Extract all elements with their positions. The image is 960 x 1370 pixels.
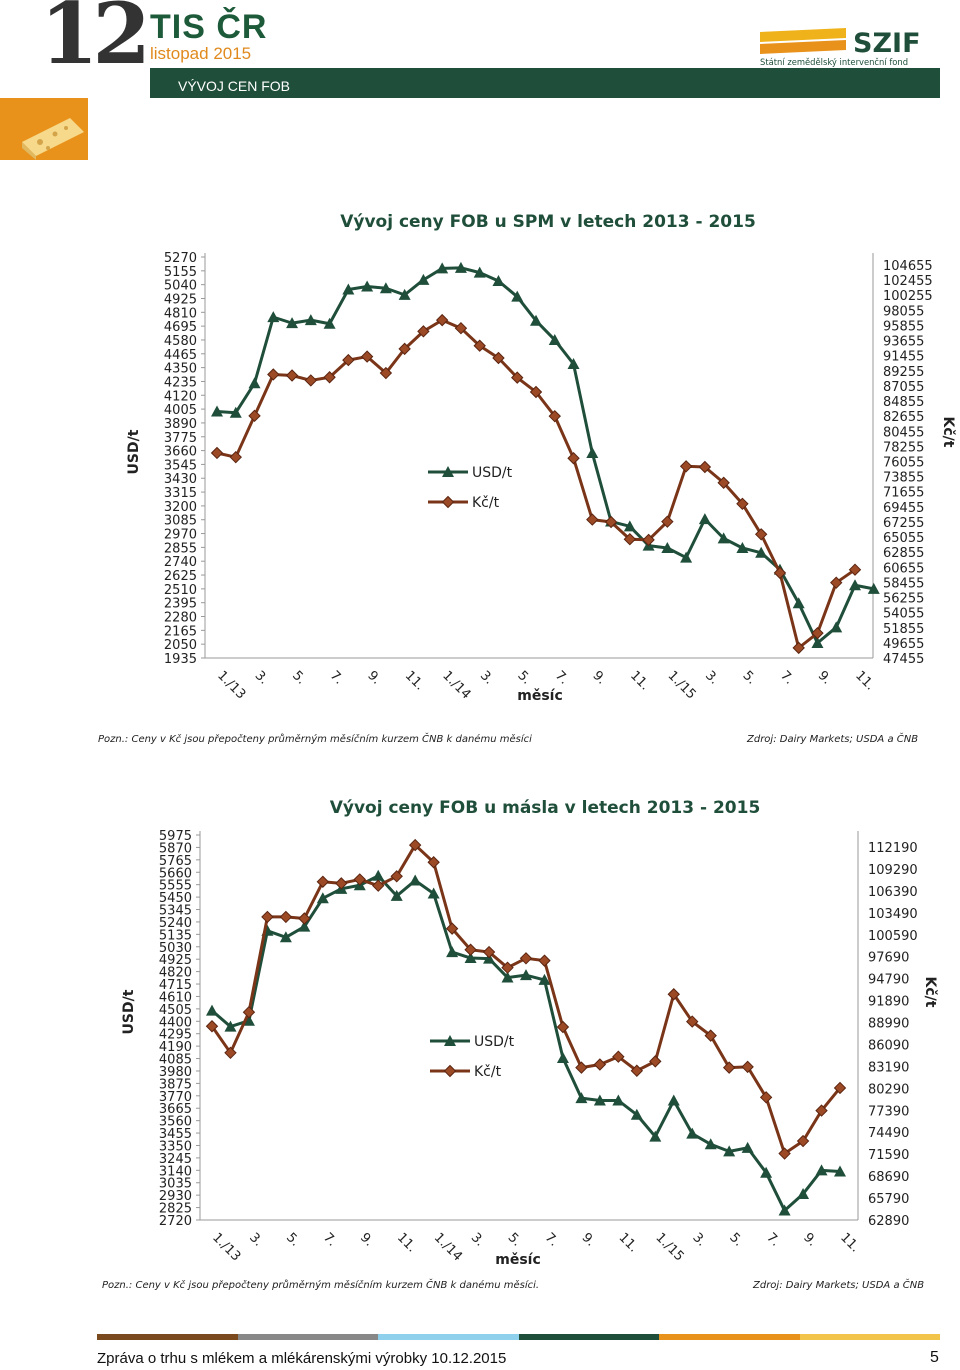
data-point-czk — [587, 514, 598, 525]
y-tick-label: 3315 — [163, 486, 197, 502]
chart1-title: Vývoj ceny FOB u SPM v letech 2013 - 2015 — [340, 212, 756, 232]
y-tick-label: 5155 — [163, 264, 197, 280]
data-point-usd — [668, 1095, 680, 1106]
y2-tick-label: 84855 — [883, 395, 925, 411]
y-tick-label: 4925 — [158, 953, 192, 969]
x-tick-label: 9. — [364, 668, 384, 688]
chart2-source: Zdroj: Dairy Markets; USDA a ČNB — [753, 1280, 925, 1291]
y-tick-label: 5765 — [158, 853, 192, 869]
logo-text: SZIF — [853, 28, 921, 59]
y-tick-label: 3035 — [158, 1176, 192, 1192]
x-tick-label: 7. — [551, 668, 572, 688]
series-czk — [207, 840, 846, 1159]
y-tick-label: 4400 — [158, 1015, 192, 1031]
section-label: VÝVOJ CEN FOB — [178, 78, 291, 94]
footer-stripe-0 — [97, 1334, 238, 1340]
footer-text: Zpráva o trhu s mlékem a mlékárenskými výrobky 10.12.2015 — [97, 1350, 507, 1367]
y-tick-label: 5870 — [158, 841, 192, 857]
data-point-usd — [557, 1052, 569, 1063]
data-point-usd — [267, 311, 279, 322]
y2-tick-label: 51855 — [883, 621, 925, 637]
y-tick-label: 4580 — [163, 333, 197, 349]
y-tick-label: 3545 — [163, 458, 197, 474]
y-tick-label: 3430 — [163, 472, 197, 488]
szif-logo — [758, 28, 938, 68]
y-tick-label: 4610 — [158, 990, 192, 1006]
x-tick-label: 9. — [589, 668, 609, 688]
y-tick-label: 5030 — [158, 940, 192, 956]
x-tick-label: 3. — [251, 668, 272, 688]
chart1-spm — [0, 240, 960, 720]
x-axis-title: měsíc — [495, 1252, 541, 1268]
x-tick-label: 9. — [356, 1230, 377, 1250]
x-tick-label: 5. — [726, 1230, 746, 1250]
x-tick-label: 11. — [837, 1230, 863, 1256]
x-tick-label: 3. — [702, 668, 722, 688]
data-point-czk — [212, 447, 223, 458]
y2-tick-label: 77390 — [868, 1104, 910, 1120]
legend — [428, 465, 513, 511]
chart1-source: Zdroj: Dairy Markets; USDA a ČNB — [747, 734, 919, 745]
y2-tick-label: 89255 — [883, 364, 925, 380]
data-point-czk — [539, 955, 550, 966]
y-tick-label: 5345 — [158, 903, 192, 919]
y-tick-label: 5450 — [158, 891, 192, 907]
y-tick-label: 1935 — [163, 652, 197, 667]
y-tick-label: 4820 — [158, 965, 192, 981]
y-tick-label: 5555 — [158, 878, 192, 894]
x-tick-label: 11. — [615, 1230, 641, 1256]
y2-tick-label: 67255 — [883, 515, 925, 531]
x-tick-label: 3. — [246, 1230, 266, 1250]
y-tick-label: 3665 — [158, 1102, 192, 1118]
x-tick-label: 5. — [504, 1230, 525, 1250]
y2-tick-label: 93655 — [883, 334, 925, 350]
logo-subtitle: Státní zemědělský intervenční fond — [760, 57, 909, 67]
y2-tick-label: 76055 — [883, 455, 925, 471]
x-tick-label: 7. — [541, 1230, 562, 1250]
y-tick-label: 5040 — [163, 278, 197, 294]
y-tick-label: 5660 — [158, 866, 192, 882]
brand-name: TIS ČR — [150, 8, 268, 46]
footer-stripe-4 — [659, 1334, 800, 1340]
y2-tick-label: 104655 — [883, 259, 933, 274]
series-line-czk — [212, 845, 840, 1153]
x-tick-label: 1./14 — [439, 668, 474, 703]
y2-tick-label: 100590 — [868, 928, 918, 944]
y-tick-label: 4715 — [158, 978, 192, 994]
x-tick-label: 7. — [326, 668, 347, 688]
y2-axis-title: Kč/t — [940, 416, 956, 448]
series-usd — [211, 262, 880, 648]
data-point-usd — [206, 1005, 218, 1016]
legend-label: Kč/t — [474, 1064, 502, 1080]
y-axis-title: USD/t — [121, 989, 137, 1035]
x-axis-title: měsíc — [517, 688, 563, 704]
data-point-usd — [699, 513, 711, 524]
data-point-usd — [409, 875, 421, 886]
data-point-czk — [681, 461, 692, 472]
y-tick-label: 4295 — [158, 1027, 192, 1043]
legend-label: USD/t — [472, 465, 513, 481]
series-line-czk — [217, 320, 855, 648]
y-tick-label: 2970 — [163, 527, 197, 543]
data-point-czk — [230, 452, 241, 463]
footer-stripes — [97, 1334, 940, 1340]
x-tick-label: 11. — [626, 668, 653, 694]
y-tick-label: 4235 — [163, 375, 197, 391]
data-point-usd — [372, 870, 384, 881]
y-tick-label: 4085 — [158, 1052, 192, 1068]
y2-tick-label: 95855 — [883, 319, 925, 335]
y-tick-label: 5270 — [163, 251, 197, 266]
y-tick-label: 2740 — [163, 555, 197, 571]
y-tick-label: 2720 — [158, 1214, 192, 1229]
y2-tick-label: 97690 — [868, 950, 910, 966]
x-tick-label: 1./13 — [214, 668, 249, 703]
y2-tick-label: 109290 — [868, 862, 918, 878]
x-tick-label: 11. — [852, 668, 878, 694]
y2-tick-label: 71590 — [868, 1148, 910, 1164]
y-axis-title: USD/t — [126, 429, 142, 475]
y2-tick-label: 60655 — [883, 561, 925, 577]
y2-tick-label: 65790 — [868, 1192, 910, 1208]
x-tick-label: 11. — [401, 668, 428, 694]
y2-tick-label: 80290 — [868, 1082, 910, 1098]
y-tick-label: 2280 — [163, 610, 197, 626]
cheese-icon — [0, 98, 88, 160]
data-point-czk — [557, 1022, 568, 1033]
data-point-usd — [586, 447, 598, 458]
x-tick-label: 7. — [763, 1230, 783, 1250]
y-tick-label: 3775 — [163, 430, 197, 446]
y-tick-label: 4810 — [163, 306, 197, 322]
y-tick-label: 4120 — [163, 389, 197, 405]
y-tick-label: 2625 — [163, 569, 197, 585]
x-tick-label: 9. — [814, 668, 835, 688]
issue-date: listopad 2015 — [150, 44, 252, 63]
x-tick-label: 1./13 — [209, 1230, 244, 1265]
x-tick-label: 5. — [289, 668, 309, 688]
y2-tick-label: 83190 — [868, 1060, 910, 1076]
y-tick-label: 3350 — [158, 1139, 192, 1155]
data-point-usd — [705, 1138, 717, 1149]
data-point-czk — [287, 370, 298, 381]
y2-tick-label: 65055 — [883, 531, 925, 547]
footer-stripe-2 — [378, 1334, 519, 1340]
x-tick-label: 5. — [514, 668, 534, 688]
y2-tick-label: 68690 — [868, 1170, 910, 1186]
y-tick-label: 4465 — [163, 347, 197, 363]
y2-tick-label: 62855 — [883, 546, 925, 562]
x-tick-label: 3. — [689, 1230, 709, 1250]
y-tick-label: 5240 — [158, 915, 192, 931]
x-tick-label: 3. — [476, 668, 497, 688]
chart2-butter — [0, 822, 960, 1272]
y-tick-label: 3200 — [163, 499, 197, 515]
chart2-title: Vývoj ceny FOB u másla v letech 2013 - 2015 — [329, 798, 761, 818]
data-point-usd — [446, 946, 458, 957]
y-tick-label: 3245 — [158, 1151, 192, 1167]
y2-tick-label: 106390 — [868, 884, 918, 900]
data-point-czk — [280, 911, 291, 922]
data-point-usd — [417, 274, 429, 285]
y-tick-label: 3890 — [163, 416, 197, 432]
y2-tick-label: 102455 — [883, 274, 933, 290]
y2-axis-title: Kč/t — [922, 976, 938, 1008]
chart1-note: Pozn.: Ceny v Kč jsou přepočteny průměrným měsíčním kurzem ČNB k danému měsíci — [98, 734, 532, 745]
y-tick-label: 2050 — [163, 638, 197, 654]
x-tick-label: 1./14 — [430, 1230, 465, 1265]
y-tick-label: 3140 — [158, 1164, 192, 1180]
y-tick-label: 4350 — [163, 361, 197, 377]
x-tick-label: 1./15 — [652, 1230, 687, 1265]
y2-tick-label: 71655 — [883, 485, 925, 501]
y2-tick-label: 91890 — [868, 994, 910, 1010]
y-tick-label: 3770 — [158, 1089, 192, 1105]
chart2-note: Pozn.: Ceny v Kč jsou přepočteny průměrným měsíčním kurzem ČNB k danému měsíci. — [102, 1280, 540, 1291]
y2-tick-label: 62890 — [868, 1214, 910, 1229]
y-tick-label: 2395 — [163, 596, 197, 612]
data-point-czk — [305, 375, 316, 386]
y2-tick-label: 100255 — [883, 289, 933, 305]
y-tick-label: 4695 — [163, 320, 197, 336]
x-tick-label: 7. — [319, 1230, 340, 1250]
y2-tick-label: 47455 — [883, 652, 925, 667]
x-tick-label: 3. — [467, 1230, 488, 1250]
y-tick-label: 5135 — [158, 928, 192, 944]
y2-tick-label: 88990 — [868, 1016, 910, 1032]
data-point-czk — [576, 1062, 587, 1073]
x-tick-label: 9. — [578, 1230, 598, 1250]
y-tick-label: 2165 — [163, 624, 197, 640]
x-tick-label: 11. — [393, 1230, 420, 1256]
y-tick-label: 3455 — [158, 1127, 192, 1143]
legend — [430, 1034, 515, 1080]
y2-tick-label: 91455 — [883, 349, 925, 365]
data-point-czk — [568, 453, 579, 464]
y2-tick-label: 69455 — [883, 500, 925, 516]
x-tick-label: 5. — [283, 1230, 303, 1250]
field-stripes-icon — [760, 28, 846, 54]
y2-tick-label: 78255 — [883, 440, 925, 456]
y-tick-label: 2930 — [158, 1189, 192, 1205]
data-point-czk — [262, 911, 273, 922]
y-tick-label: 3660 — [163, 444, 197, 460]
data-point-czk — [268, 369, 279, 380]
y2-tick-label: 56255 — [883, 591, 925, 607]
data-point-czk — [521, 953, 532, 964]
data-point-usd — [830, 621, 842, 632]
legend-label: USD/t — [474, 1034, 515, 1050]
data-point-usd — [793, 597, 805, 608]
x-tick-label: 1./15 — [664, 668, 699, 703]
legend-marker-czk — [443, 497, 454, 508]
data-point-czk — [594, 1059, 605, 1070]
y2-tick-label: 98055 — [883, 304, 925, 320]
y-tick-label: 4190 — [158, 1040, 192, 1056]
y-tick-label: 3560 — [158, 1114, 192, 1130]
y-tick-label: 4505 — [158, 1002, 192, 1018]
y-tick-label: 3875 — [158, 1077, 192, 1093]
y2-tick-label: 74490 — [868, 1126, 910, 1142]
y2-tick-label: 94790 — [868, 972, 910, 988]
footer-stripe-1 — [238, 1334, 379, 1340]
x-tick-label: 9. — [800, 1230, 820, 1250]
data-point-czk — [317, 876, 328, 887]
y2-tick-label: 87055 — [883, 379, 925, 395]
data-point-usd — [249, 377, 261, 388]
y2-tick-label: 80455 — [883, 425, 925, 441]
series-czk — [212, 315, 861, 654]
issue-number: 12 — [40, 0, 145, 83]
x-tick-label: 7. — [777, 668, 797, 688]
y-tick-label: 4925 — [163, 292, 197, 308]
y2-tick-label: 112190 — [868, 841, 918, 856]
footer-stripe-3 — [519, 1334, 660, 1340]
y2-tick-label: 49655 — [883, 636, 925, 652]
y2-tick-label: 103490 — [868, 906, 918, 922]
footer-stripe-5 — [800, 1334, 941, 1340]
y-tick-label: 4005 — [163, 403, 197, 419]
legend-label: Kč/t — [472, 495, 500, 511]
y-tick-label: 3085 — [163, 513, 197, 529]
data-point-usd — [686, 1128, 698, 1139]
legend-marker-czk — [445, 1066, 456, 1077]
y2-tick-label: 86090 — [868, 1038, 910, 1054]
data-point-czk — [650, 1056, 661, 1067]
y2-tick-label: 82655 — [883, 410, 925, 426]
y-tick-label: 3980 — [158, 1064, 192, 1080]
y2-tick-label: 73855 — [883, 470, 925, 486]
y-tick-label: 5975 — [158, 829, 192, 844]
x-tick-label: 5. — [739, 668, 759, 688]
y2-tick-label: 54055 — [883, 606, 925, 622]
y2-tick-label: 58455 — [883, 576, 925, 592]
data-point-czk — [249, 410, 260, 421]
page-number: 5 — [930, 1349, 939, 1366]
y-tick-label: 2855 — [163, 541, 197, 557]
y-tick-label: 2825 — [158, 1201, 192, 1217]
y-tick-label: 2510 — [163, 582, 197, 598]
